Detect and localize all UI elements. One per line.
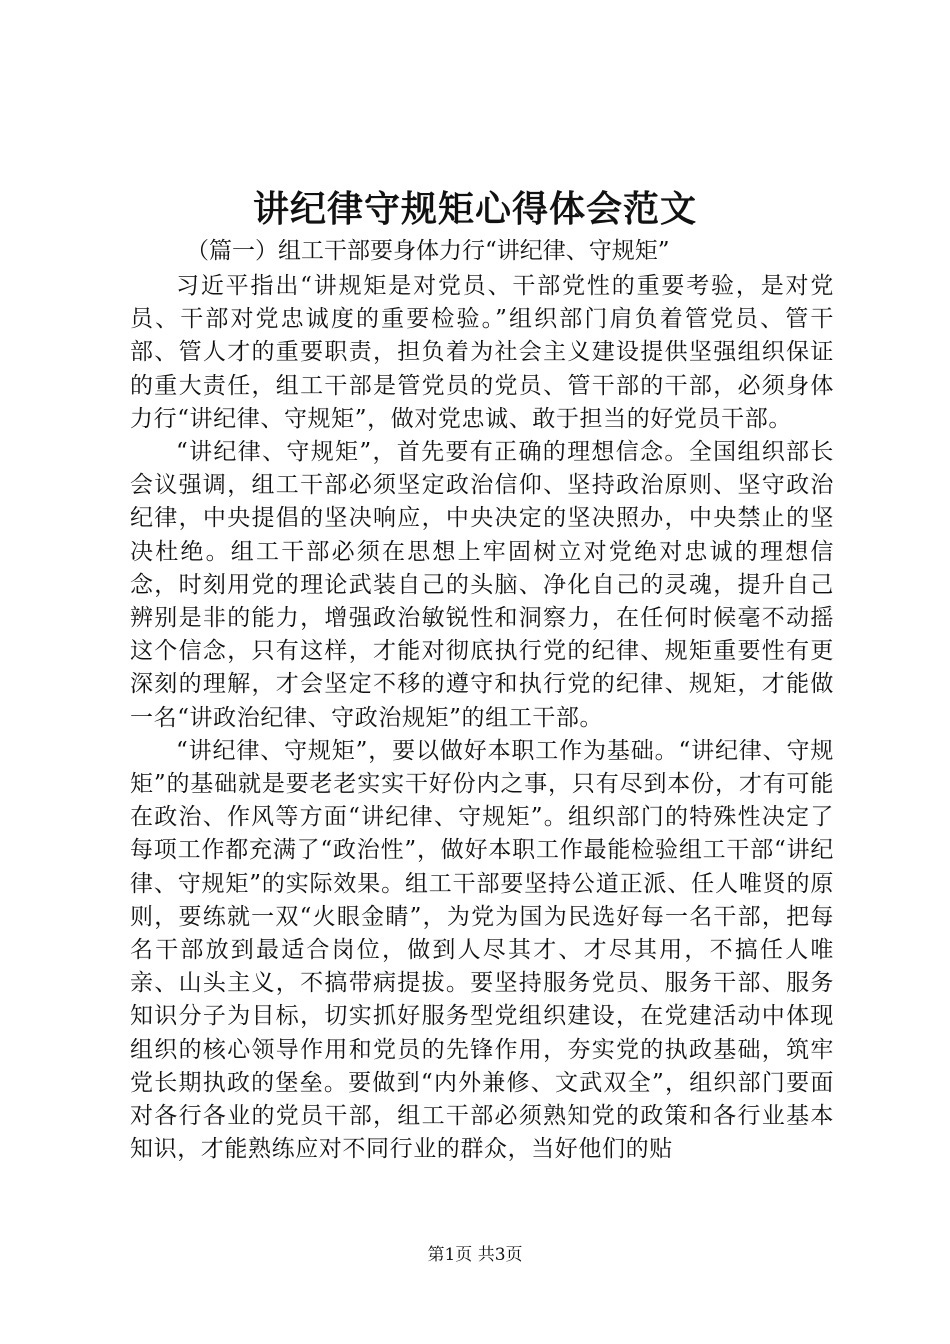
body-paragraph-1: 习近平指出“讲规矩是对党员、干部党性的重要考验，是对党员、干部对党忠诚度的重要检验。”组织部门肩负着管党员、管干部、管人才的重要职责，担负着为社会主义建设提供坚强组织保证的重大责任，组工干部是管党员的党员、管干部的干部，必须身体力行“讲纪律、守规矩”，做对党忠诚、敢于担当的好党员干部。: [130, 273, 834, 432]
body-paragraph-3: “讲纪律、守规矩”，要以做好本职工作为基础。“讲纪律、守规矩”的基础就是要老老实实干好份内之事，只有尽到本份，才有可能在政治、作风等方面“讲纪律、守规矩”。组织部门的特殊性决定了每项工作都充满了“政治性”，做好本职工作最能检验组工干部“讲纪律、守规矩”的实际效果。组工干部要坚持公道正派、任人唯贤的原则，要练就一双“火眼金睛”，为党为国为民选好每一名干部，把每名干部放到最适合岗位，做到人尽其才、才尽其用，不搞任人唯亲、山头主义，不搞带病提拔。要坚持服务党员、服务干部、服务知识分子为目标，切实抓好服务型党组织建设，在党建活动中体现组织的核心领导作用和党员的先锋作用，夯实党的执政基础，筑牢党长期执政的堡垒。要做到“内外兼修、文武双全”，组织部门要面对各行各业的党员干部，组工干部必须熟知党的政策和各行业基本知识，才能熟练应对不同行业的群众，当好他们的贴: [130, 737, 834, 1163]
section-heading: （篇一）组工干部要身体力行“讲纪律、守规矩”: [186, 238, 670, 264]
document-body: [130, 270, 834, 1166]
body-paragraph-2: “讲纪律、守规矩”，首先要有正确的理想信念。全国组织部长会议强调，组工干部必须坚定政治信仰、坚持政治原则、坚守政治纪律，中央提倡的坚决响应，中央决定的坚决照办，中央禁止的坚决杜绝。组工干部必须在思想上牢固树立对党绝对忠诚的理想信念，时刻用党的理论武装自己的头脑、净化自己的灵魂，提升自己辨别是非的能力，增强政治敏锐性和洞察力，在任何时候毫不动摇这个信念，只有这样，才能对彻底执行党的纪律、规矩重要性有更深刻的理解，才会坚定不移的遵守和执行党的纪律、规矩，才能做一名“讲政治纪律、守政治规矩”的组工干部。: [130, 439, 834, 731]
page-number: 第1页 共3页: [427, 1245, 523, 1265]
document-title: 讲纪律守规矩心得体会范文: [252, 188, 697, 230]
